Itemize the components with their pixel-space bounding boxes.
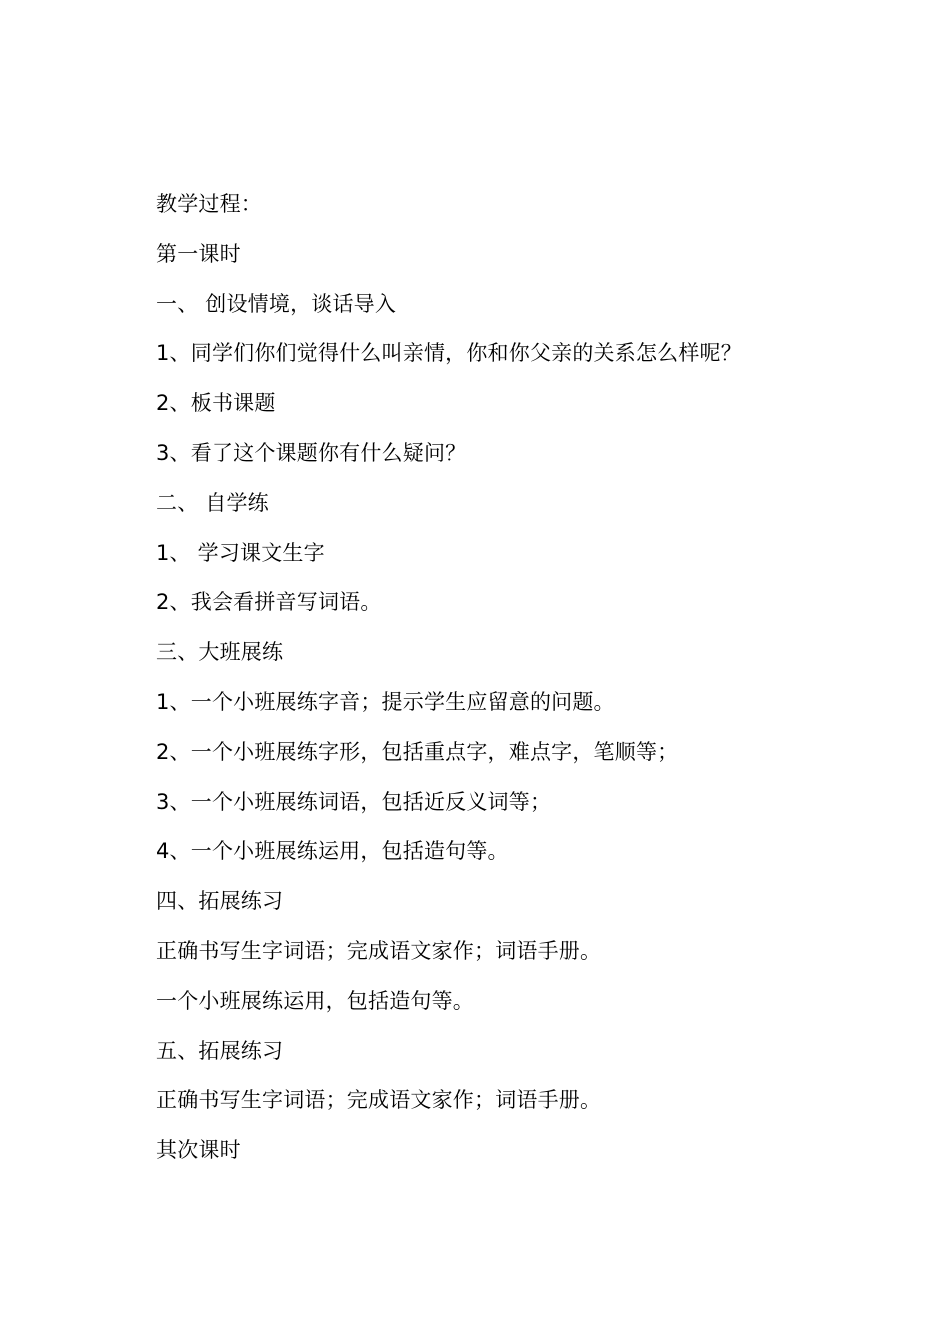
paragraph: 一个小班展练运用，包括造句等。 [156,988,474,1013]
step-item: 1、一个小班展练字音；提示学生应留意的问题。 [156,689,615,714]
lesson-heading-second: 其次课时 [156,1138,241,1163]
step-heading-2: 二、 自学练 [156,490,269,515]
step-heading-4: 四、拓展练习 [156,889,284,914]
section-heading-teaching-process: 教学过程： [156,192,262,216]
step-item: 3、看了这个课题你有什么疑问？ [156,440,467,465]
document-body [156,186,856,1182]
paragraph: 正确书写生字词语；完成语文家作；词语手册。 [156,1088,602,1113]
step-item: 1、同学们你们觉得什么叫亲情，你和你父亲的关系怎么样呢？ [156,341,742,366]
step-heading-5: 五、拓展练习 [156,1038,284,1063]
lesson-heading-first: 第一课时 [156,241,241,266]
step-heading-1: 一、 创设情境，谈话导入 [156,291,397,316]
step-item: 2、我会看拼音写词语。 [156,590,382,615]
step-heading-3: 三、大班展练 [156,640,284,665]
step-item: 1、 学习课文生字 [156,540,325,565]
step-item: 3、一个小班展练词语，包括近反义词等； [156,789,552,814]
step-item: 2、板书课题 [156,391,276,416]
step-item: 4、一个小班展练运用，包括造句等。 [156,839,509,864]
paragraph: 正确书写生字词语；完成语文家作；词语手册。 [156,938,602,963]
step-item: 2、一个小班展练字形，包括重点字，难点字，笔顺等； [156,739,679,764]
